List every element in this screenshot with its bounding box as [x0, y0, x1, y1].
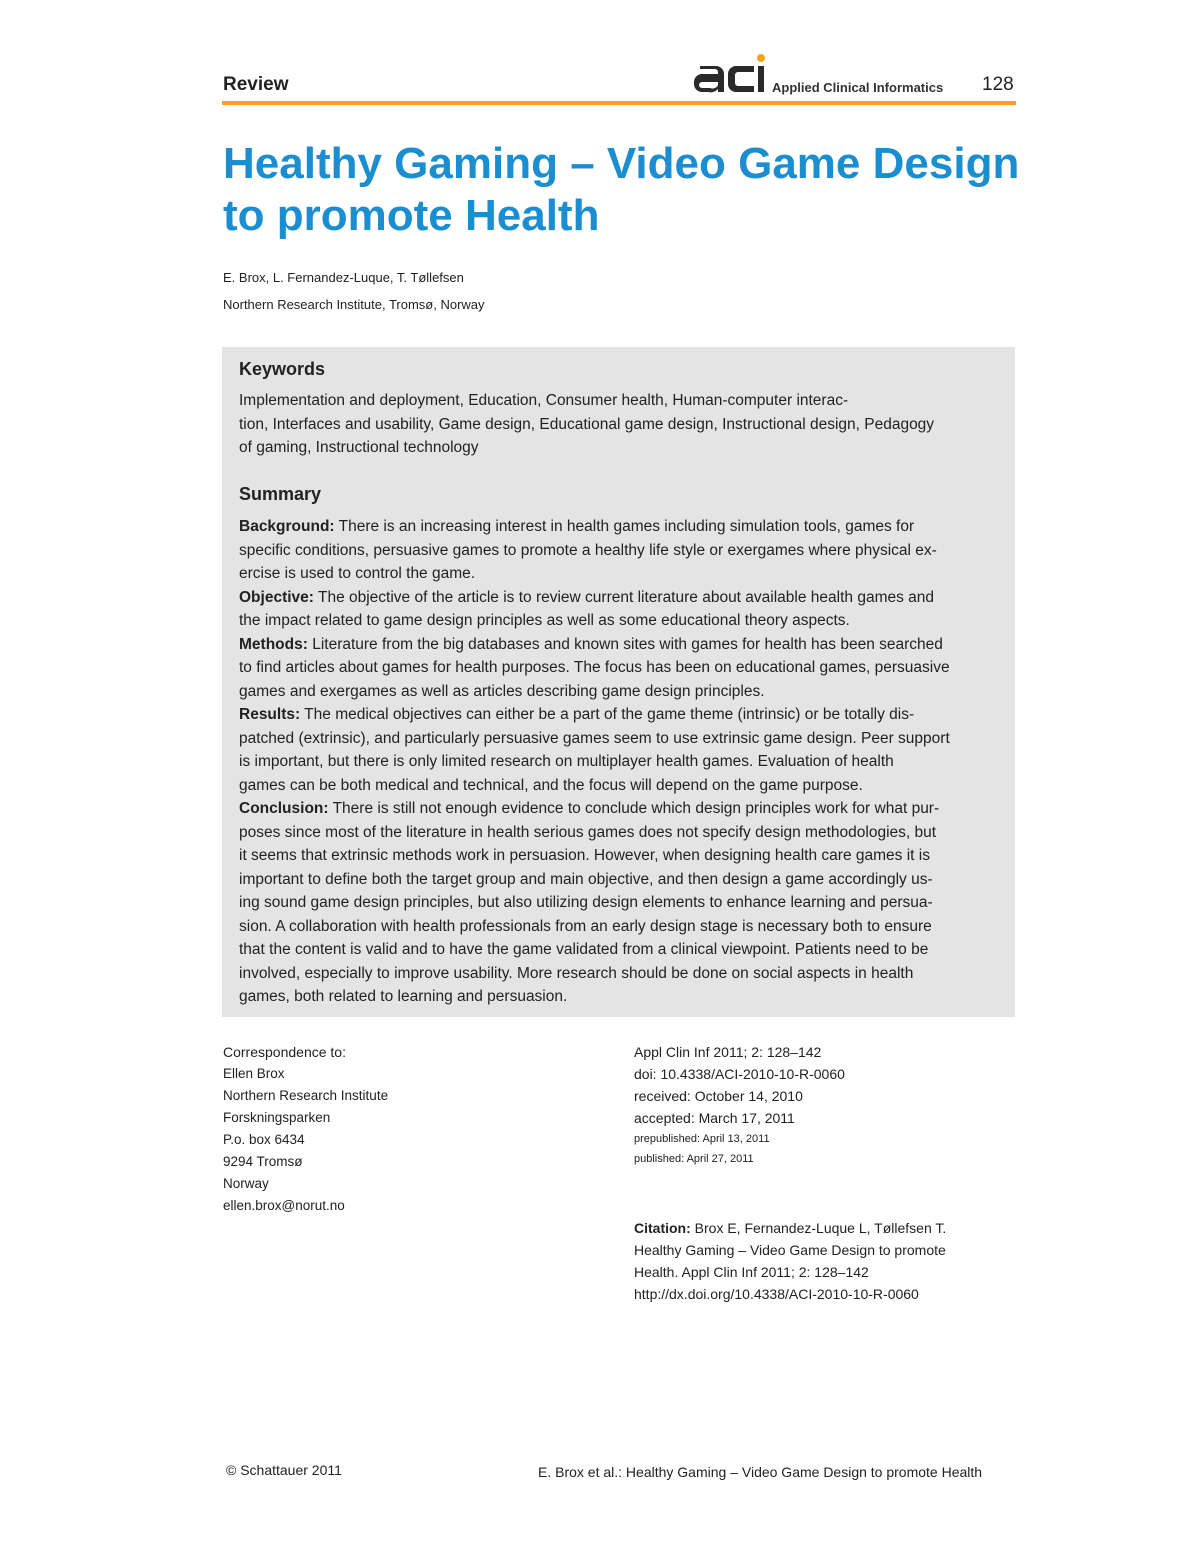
correspondence-label: Correspondence to: — [223, 1044, 346, 1060]
summary-line: ing sound game design principles, but also utilizing design elements to enhance learning and persua- — [239, 894, 933, 911]
summary-line: involved, especially to improve usability. More research should be done on social aspects in health — [239, 964, 914, 982]
correspondence-line: Forskningsparken — [223, 1110, 331, 1125]
title-line-1: Healthy Gaming – Video Game Design — [223, 139, 1020, 188]
publication-info — [634, 1041, 845, 1169]
citation-label: Citation: — [634, 1220, 691, 1236]
accepted-date: accepted: March 17, 2011 — [634, 1110, 795, 1126]
summary-line: the impact related to game design principles as well as some educational theory aspects. — [239, 612, 850, 629]
summary-line: Conclusion: There is still not enough evidence to conclude which design principles work for what pur- — [239, 800, 940, 817]
journal-reference: Appl Clin Inf 2011; 2: 128–142 — [634, 1044, 822, 1060]
correspondence-line: Ellen Brox — [223, 1066, 285, 1081]
background-label: Background: — [239, 518, 335, 535]
summary-line: specific conditions, persuasive games to promote a healthy life style or exergames where physical ex- — [239, 541, 937, 559]
summary-line: poses since most of the literature in health serious games does not specify design methodologies, but — [239, 823, 937, 841]
running-title: E. Brox et al.: Healthy Gaming – Video Game Design to promote Health — [538, 1464, 983, 1480]
summary-line: Objective: The objective of the article is to review current literature about available health games and — [239, 588, 935, 606]
article-title — [223, 138, 1023, 242]
correspondence-line: 9294 Tromsø — [223, 1154, 303, 1169]
title-line-2: to promote Health — [223, 191, 600, 240]
summary-line: games can be both medical and technical, and the focus will depend on the game purpose. — [239, 776, 863, 794]
summary-line: to find articles about games for health purposes. The focus has been on educational games, persuasive — [239, 659, 950, 676]
methods-label: Methods: — [239, 635, 308, 653]
summary-line: ercise is used to control the game. — [239, 565, 476, 582]
published-date: published: April 27, 2011 — [634, 1153, 754, 1165]
section-label: Review — [223, 74, 289, 95]
objective-label: Objective: — [239, 588, 314, 606]
journal-name: Applied Clinical Informatics — [772, 80, 944, 95]
citation-line: Healthy Gaming – Video Game Design to promote — [634, 1242, 946, 1258]
page-number: 128 — [982, 74, 1014, 95]
doi[interactable]: doi: 10.4338/ACI-2010-10-R-0060 — [634, 1066, 845, 1082]
results-label: Results: — [239, 706, 301, 723]
received-date: received: October 14, 2010 — [634, 1088, 803, 1104]
summary-line: is important, but there is only limited research on multiplayer health games. Evaluation of health — [239, 753, 894, 770]
summary-line: games and exergames as well as articles describing game design principles. — [239, 682, 765, 700]
summary-heading: Summary — [239, 484, 322, 504]
correspondence-line: Norway — [223, 1176, 269, 1191]
summary-line: Results: The medical objectives can either be a part of the game theme (intrinsic) or be totally dis- — [239, 706, 915, 723]
citation-block — [634, 1217, 994, 1305]
header-rule — [222, 101, 1016, 105]
conclusion-label: Conclusion: — [239, 800, 329, 817]
correspondence-block — [223, 1041, 388, 1217]
keywords-line: of gaming, Instructional technology — [239, 439, 479, 456]
authors: E. Brox, L. Fernandez-Luque, T. Tøllefsen — [223, 270, 464, 285]
keywords-line: Implementation and deployment, Education, Consumer health, Human-computer interac- — [239, 392, 849, 409]
summary-line: sion. A collaboration with health professionals from an early design stage is necessary both to ensure — [239, 917, 932, 935]
summary-line: Methods: Literature from the big databases and known sites with games for health has been searched — [239, 635, 943, 653]
correspondence-line: P.o. box 6434 — [223, 1132, 305, 1147]
summary-line: patched (extrinsic), and particularly persuasive games seem to use extrinsic game design. Peer support — [239, 729, 950, 747]
correspondence-line: Northern Research Institute — [223, 1088, 389, 1103]
affiliation: Northern Research Institute, Tromsø, Norway — [223, 297, 485, 312]
citation-doi-link[interactable]: http://dx.doi.org/10.4338/ACI-2010-10-R-0060 — [634, 1286, 919, 1302]
keywords-text — [239, 389, 999, 460]
keywords-line: tion, Interfaces and usability, Game design, Educational game design, Instructional design, Pedagogy — [239, 415, 935, 433]
summary-line: games, both related to learning and persuasion. — [239, 988, 568, 1005]
summary-line: it seems that extrinsic methods work in persuasion. However, when designing health care games it is — [239, 847, 930, 864]
keywords-heading: Keywords — [239, 359, 326, 379]
summary-body — [239, 515, 1009, 1009]
correspondence-email[interactable]: ellen.brox@norut.no — [223, 1198, 345, 1213]
summary-line: that the content is valid and to have the game validated from a clinical viewpoint. Patients need to be — [239, 941, 929, 958]
abstract-box — [222, 347, 1015, 1017]
citation-line: Health. Appl Clin Inf 2011; 2: 128–142 — [634, 1264, 869, 1280]
copyright: © Schattauer 2011 — [226, 1462, 342, 1478]
citation-line: Citation: Brox E, Fernandez-Luque L, Tøllefsen T. — [634, 1220, 947, 1236]
summary-line: Background: There is an increasing interest in health games including simulation tools, games for — [239, 518, 915, 535]
journal-logo — [684, 52, 770, 98]
summary-line: important to define both the target group and main objective, and then design a game accordingly us- — [239, 870, 933, 888]
prepublished-date: prepublished: April 13, 2011 — [634, 1133, 770, 1145]
